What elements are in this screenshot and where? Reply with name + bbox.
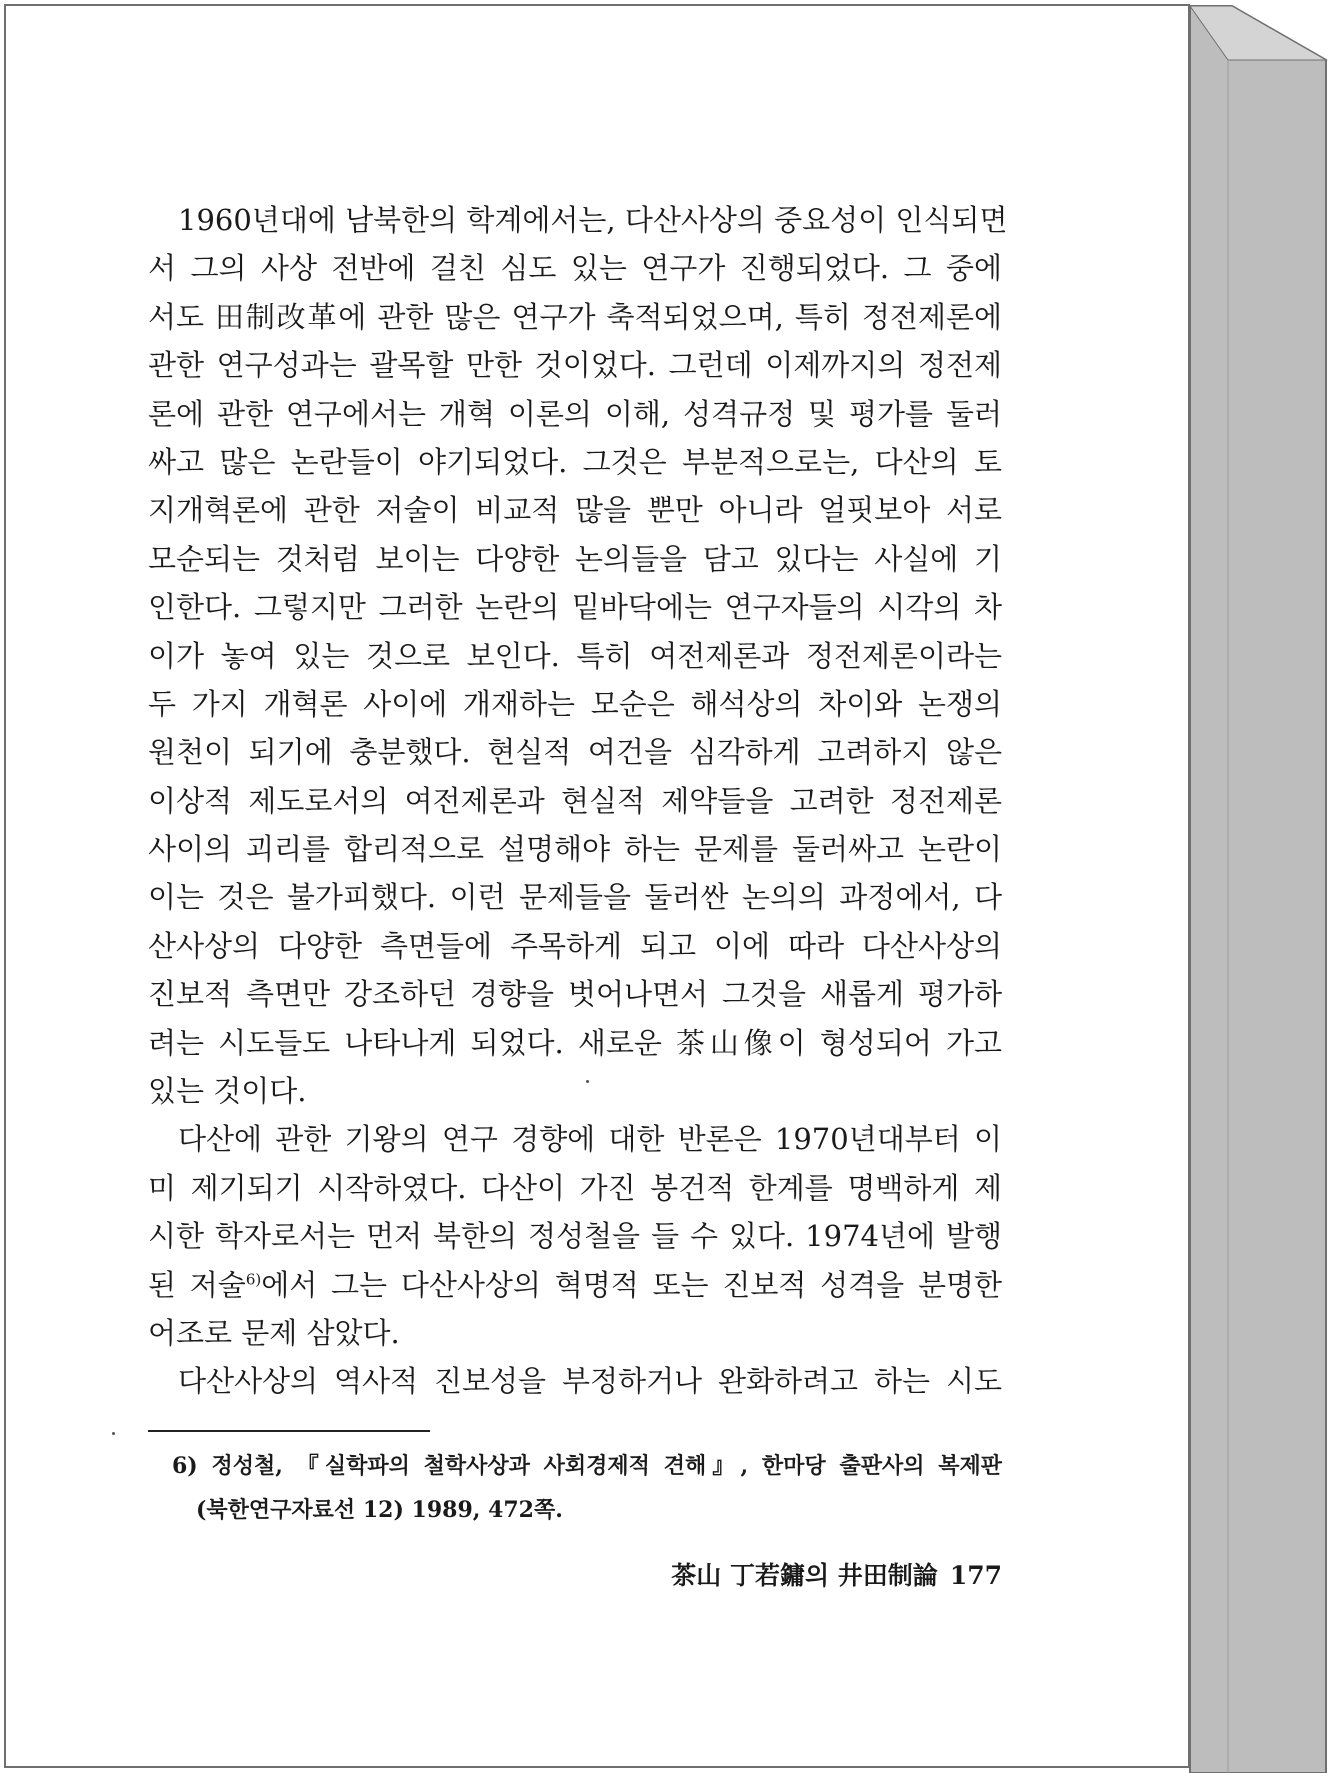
text-line: 산사상의 다양한 측면들에 주목하게 되고 이에 따라 다산사상의 [148, 928, 1002, 963]
text-line: 시한 학자로서는 먼저 북한의 정성철을 들 수 있다. 1974년에 발행 [148, 1219, 1002, 1254]
running-footer [560, 1556, 1002, 1592]
text-line: 있는 것이다. [148, 1074, 307, 1109]
text-line: 이상적 제도로서의 여전제론과 현실적 제약들을 고려한 정전제론 [148, 783, 1002, 818]
text-line: 원천이 되기에 충분했다. 현실적 여건을 심각하게 고려하지 않은 [148, 735, 1002, 770]
text-line: 어조로 문제 삼았다. [148, 1315, 400, 1350]
text-line: 인한다. 그렇지만 그러한 논란의 밑바닥에는 연구자들의 시각의 차 [148, 590, 1002, 625]
text-line: 려는 시도들도 나타나게 되었다. 새로운 茶山像이 형성되어 가고 [148, 1025, 1002, 1060]
text-line: 지개혁론에 관한 저술이 비교적 많을 뿐만 아니라 얼핏보아 서로 [148, 493, 1002, 528]
footnote-line: 6) 정성철, 『실학파의 철학사상과 사회경제적 견해』, 한마당 출판사의 복제판 [172, 1453, 1002, 1479]
footnote-divider [148, 1430, 430, 1432]
page-number: 177 [949, 1561, 1002, 1590]
text-line: 싸고 많은 논란들이 야기되었다. 그것은 부분적으로는, 다산의 토 [148, 444, 1002, 479]
text-segment: 에서 그는 다산사상의 혁명적 또는 진보적 성격을 분명한 [261, 1267, 1002, 1302]
text-line: 미 제기되기 시작하였다. 다산이 가진 봉건적 한계를 명백하게 제 [148, 1170, 1002, 1205]
text-line: 관한 연구성과는 괄목할 만한 것이었다. 그런데 이제까지의 정전제 [148, 348, 1002, 383]
scan-speck [586, 1080, 589, 1083]
text-line: 서 그의 사상 전반에 걸친 심도 있는 연구가 진행되었다. 그 중에 [148, 251, 1002, 286]
paragraph-2 [148, 1115, 1002, 1357]
body-text [148, 196, 1008, 1406]
paragraph-3 [148, 1357, 1002, 1405]
text-line: 다산사상의 역사적 진보성을 부정하거나 완화하려고 하는 시도 [178, 1364, 1002, 1399]
paragraph-1 [148, 196, 1008, 1115]
text-line: 이가 놓여 있는 것으로 보인다. 특히 여전제론과 정전제론이라는 [148, 638, 1002, 673]
footnote-marker: 6) [245, 1269, 262, 1288]
text-line: 1960년대에 남북한의 학계에서는, 다산사상의 중요성이 인식되면 [178, 203, 1008, 237]
text-line: 서도 田制改革에 관한 많은 연구가 축적되었으며, 특히 정전제론에 [148, 299, 1002, 334]
text-line: 모순되는 것처럼 보이는 다양한 논의들을 담고 있다는 사실에 기 [148, 541, 1002, 576]
text-line: 론에 관한 연구에서는 개혁 이론의 이해, 성격규정 및 평가를 둘러 [148, 396, 1002, 431]
footnote-line: (북한연구자료선 12) 1989, 472쪽. [196, 1497, 563, 1523]
running-title: 茶山 丁若鏞의 井田制論 [671, 1561, 938, 1590]
text-line-with-footnote [148, 1261, 1002, 1309]
text-line: 진보적 측면만 강조하던 경향을 벗어나면서 그것을 새롭게 평가하 [148, 977, 1002, 1012]
footnote-6 [172, 1444, 1002, 1532]
text-line: 다산에 관한 기왕의 연구 경향에 대한 반론은 1970년대부터 이 [178, 1122, 1002, 1157]
text-line: 사이의 괴리를 합리적으로 설명해야 하는 문제를 둘러싸고 논란이 [148, 832, 1002, 867]
scan-speck [112, 1432, 115, 1435]
text-line: 이는 것은 불가피했다. 이런 문제들을 둘러싼 논의의 과정에서, 다 [148, 880, 1002, 915]
text-line: 두 가지 개혁론 사이에 개재하는 모순은 해석상의 차이와 논쟁의 [148, 686, 1002, 721]
text-segment: 된 저술 [148, 1267, 246, 1302]
